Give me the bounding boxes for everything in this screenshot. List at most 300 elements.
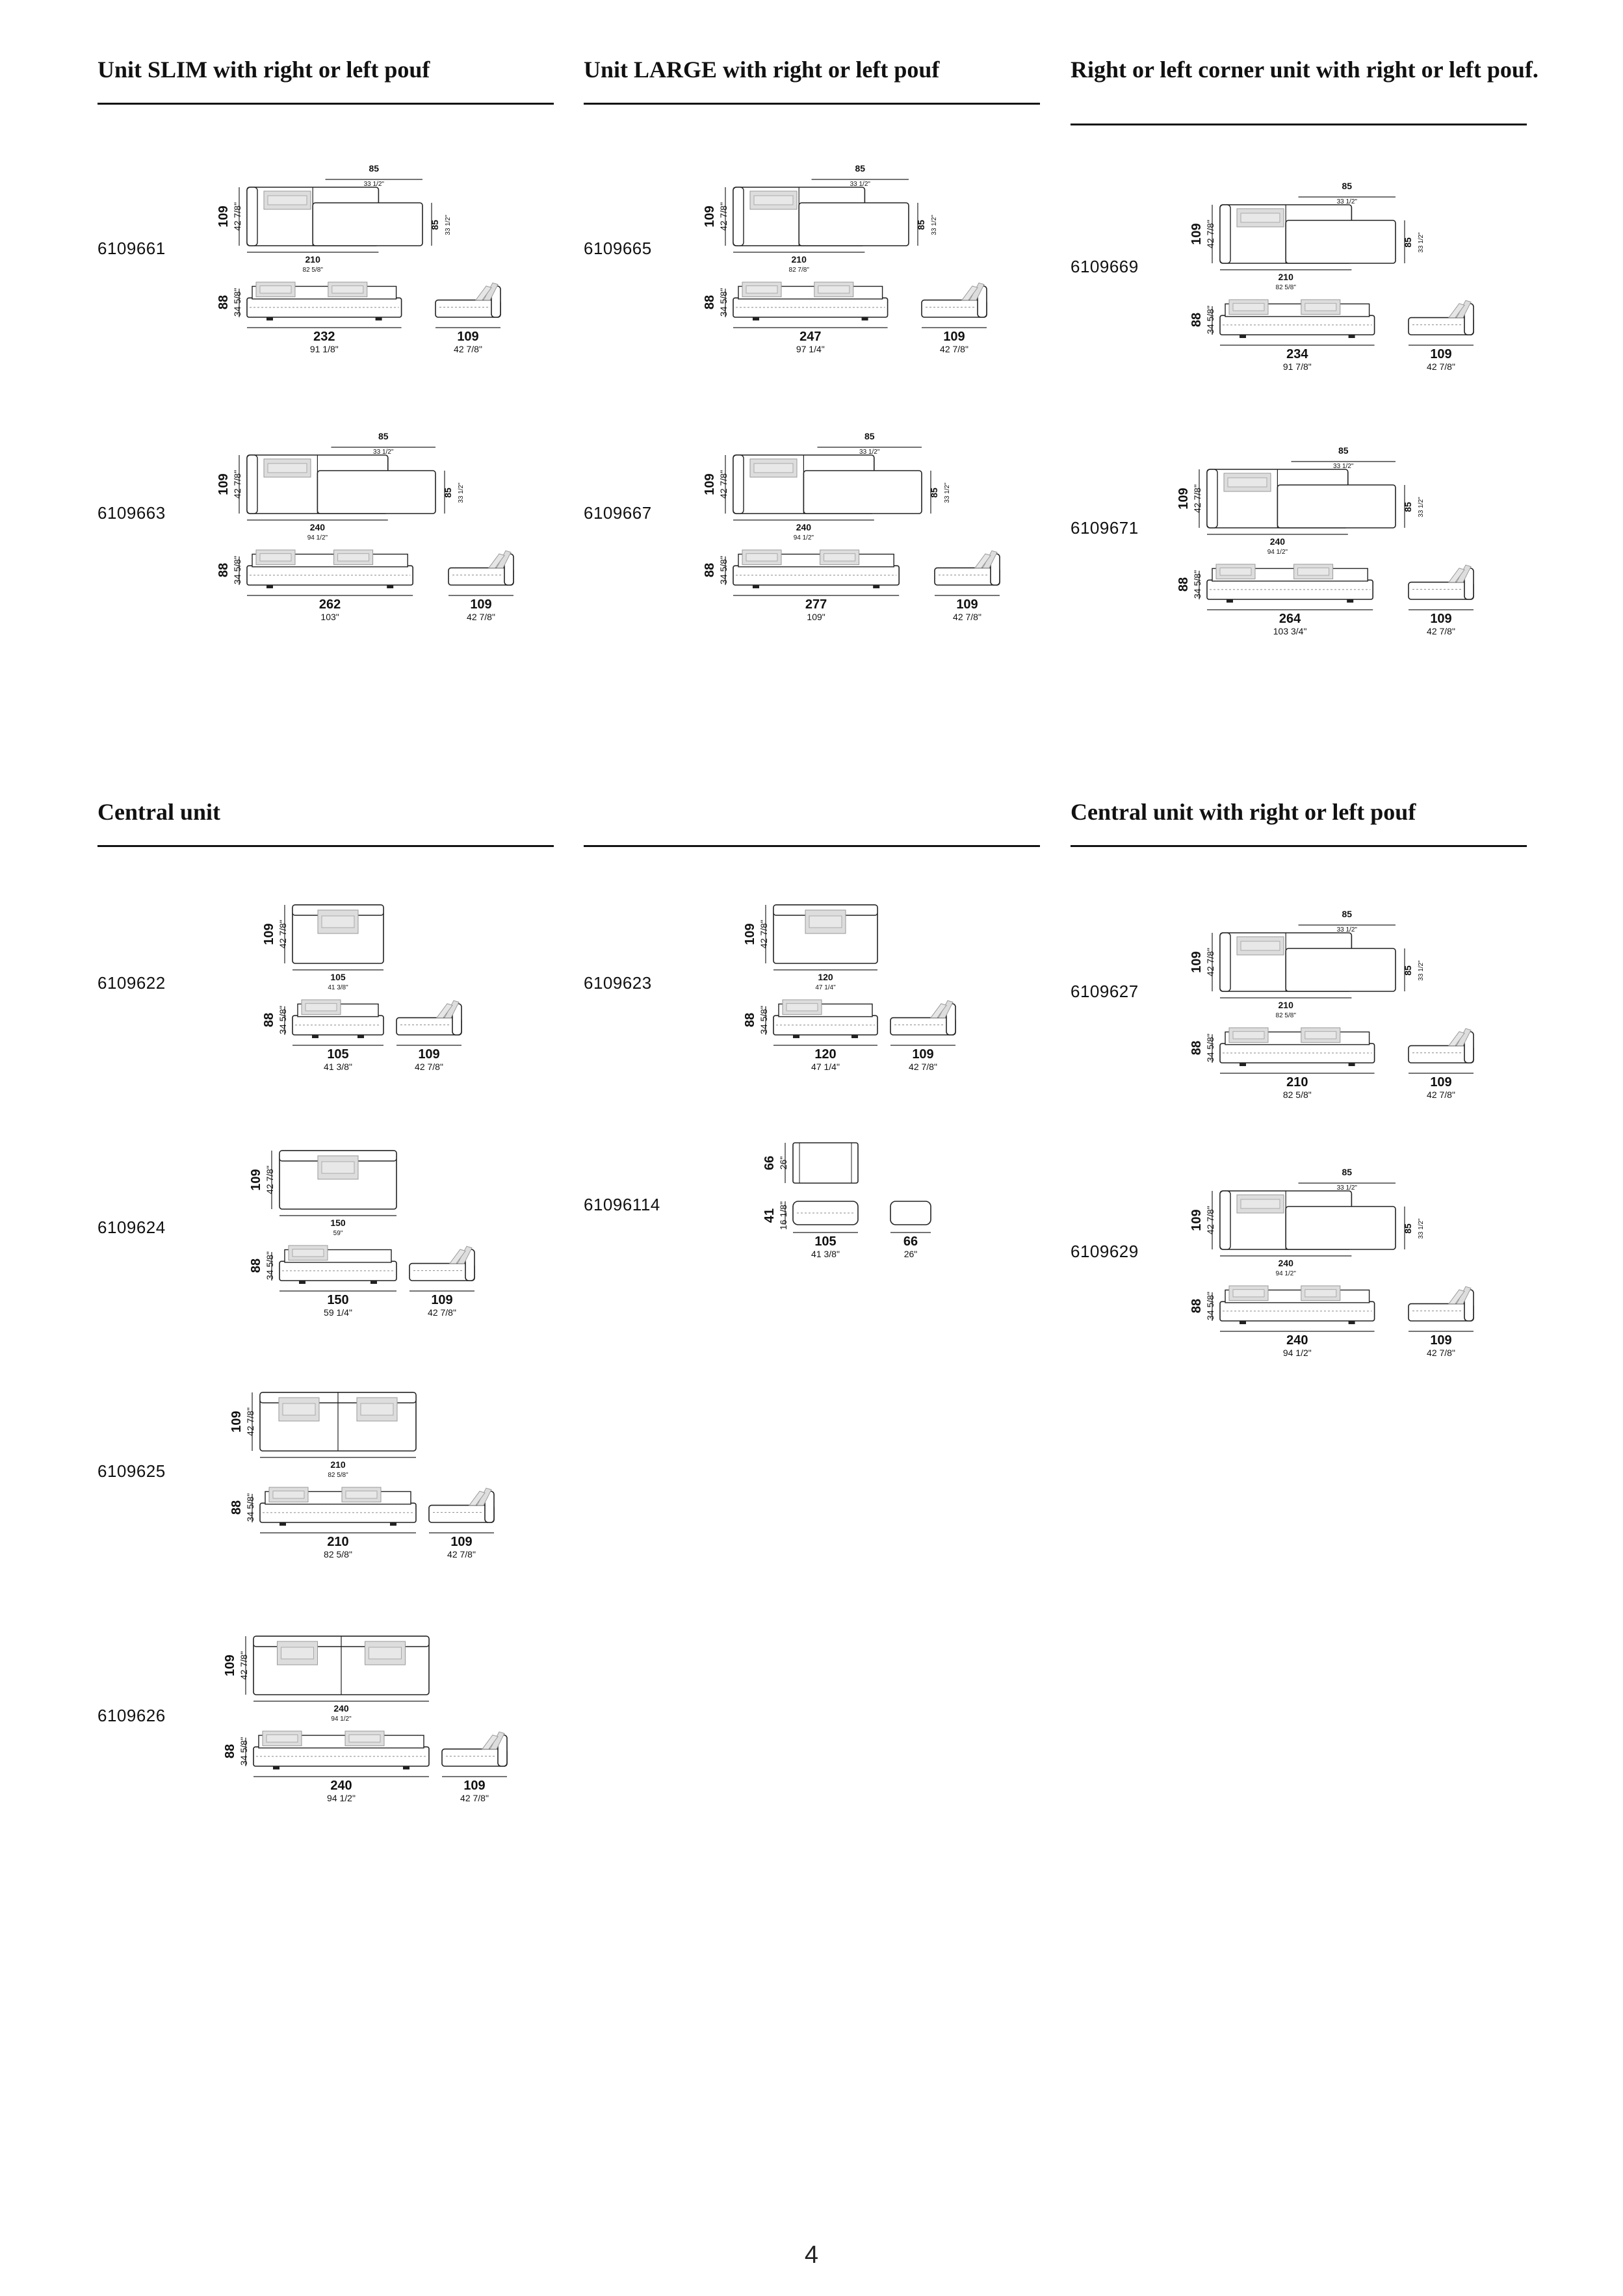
- dimension-label-inch: 94 1/2": [327, 1793, 356, 1803]
- foot-shape: [266, 317, 273, 320]
- dimension-label: 277: [805, 597, 827, 612]
- dimension-label-inch: 94 1/2": [331, 1715, 352, 1723]
- dimension-label-inch: 33 1/2": [1336, 926, 1357, 933]
- dimension-label-inch: 103 3/4": [1273, 626, 1307, 636]
- cushion-shape: [786, 1004, 818, 1011]
- foot-shape: [279, 1522, 286, 1526]
- dimension-label-inch: 33 1/2": [458, 482, 465, 503]
- cushion-shape: [361, 1403, 393, 1415]
- dimension-drawing: [754, 1138, 962, 1277]
- cushion-shape: [260, 554, 291, 561]
- cushion-shape: [809, 916, 842, 928]
- cushion-shape: [322, 916, 354, 928]
- foot-shape: [357, 1035, 364, 1038]
- product-code: 6109627: [1071, 982, 1139, 1001]
- dimension-label: 109: [463, 1779, 486, 1793]
- dimension-label: 109: [262, 923, 276, 945]
- dimension-drawing: [1181, 1158, 1480, 1366]
- foot-shape: [1240, 1321, 1246, 1324]
- dimension-label-inch: 94 1/2": [1275, 1270, 1296, 1277]
- cushion-shape: [322, 1162, 354, 1173]
- dimension-label-inch: 42 7/8": [1427, 626, 1455, 636]
- dimension-label: 105: [814, 1234, 837, 1249]
- dimension-label: 240: [309, 522, 326, 532]
- foot-shape: [390, 1522, 396, 1526]
- dimension-label: 109: [743, 923, 757, 945]
- product-code: 6109629: [1071, 1242, 1139, 1261]
- foot-shape: [862, 317, 868, 320]
- dimension-label: 109: [1430, 1333, 1452, 1348]
- section-title-large: Unit LARGE with right or left pouf: [584, 57, 940, 83]
- foot-shape: [753, 317, 759, 320]
- dimension-label-inch: 42 7/8": [428, 1307, 456, 1318]
- dimension-label: 109: [956, 597, 978, 612]
- product-code: 6109622: [97, 973, 166, 993]
- armrest-shape: [247, 187, 257, 246]
- dimension-label: 85: [430, 220, 440, 230]
- dimension-label: 85: [1403, 502, 1413, 512]
- dimension-label-inch: 94 1/2": [793, 534, 814, 541]
- cushion-shape: [281, 1647, 314, 1659]
- dimension-label-inch: 33 1/2": [1336, 1184, 1357, 1192]
- foot-shape: [299, 1281, 305, 1284]
- foot-shape: [1240, 1063, 1246, 1066]
- cushion-shape: [369, 1647, 402, 1659]
- dimension-label: 109: [457, 330, 479, 344]
- dimension-label: 88: [229, 1500, 244, 1515]
- dimension-label-inch: 82 7/8": [788, 267, 809, 274]
- dimension-label: 210: [305, 254, 320, 265]
- dimension-label: 88: [703, 562, 717, 578]
- dimension-label: 109: [1430, 612, 1452, 626]
- product-code: 6109665: [584, 239, 652, 258]
- armrest-shape: [1220, 1191, 1230, 1249]
- dimension-label: 109: [1189, 223, 1204, 245]
- dimension-drawing: [214, 1628, 520, 1823]
- dimension-label: 240: [796, 522, 812, 532]
- dimension-label-inch: 42 7/8": [940, 344, 968, 354]
- armrest-shape: [1220, 205, 1230, 263]
- dimension-label-inch: 82 5/8": [1282, 1089, 1312, 1100]
- side-view-shape: [409, 1264, 474, 1281]
- section-title-central: Central unit: [97, 799, 220, 825]
- dimension-label: 109: [229, 1411, 244, 1433]
- side-view-shape: [1409, 1046, 1474, 1063]
- dimension-label-inch: 34 5/8": [718, 556, 729, 584]
- dimension-label: 210: [1278, 272, 1293, 282]
- side-view-shape: [396, 1018, 461, 1035]
- dimension-drawing: [240, 1143, 487, 1338]
- dimension-label-inch: 34 5/8": [1192, 570, 1202, 599]
- dimension-label-inch: 33 1/2": [850, 181, 870, 188]
- cushion-shape: [824, 554, 855, 561]
- armrest-shape: [1207, 469, 1217, 528]
- dimension-label-inch: 33 1/2": [931, 215, 938, 235]
- divider: [1071, 124, 1527, 125]
- side-view-shape: [1409, 1304, 1474, 1321]
- dimension-label: 88: [703, 294, 717, 310]
- dimension-label: 88: [1189, 1040, 1204, 1056]
- dimension-label: 85: [916, 220, 926, 230]
- dimension-label-inch: 91 1/8": [309, 344, 339, 354]
- pouf-plan-shape: [317, 471, 435, 514]
- dimension-label-inch: 34 5/8": [232, 288, 242, 317]
- cushion-shape: [268, 463, 307, 473]
- foot-shape: [1240, 335, 1246, 338]
- dimension-label-inch: 42 7/8": [953, 612, 981, 622]
- section-title-corner: Right or left corner unit with right or left pouf.: [1071, 57, 1539, 83]
- pouf-plan-shape: [1277, 485, 1396, 528]
- foot-shape: [266, 585, 273, 588]
- dimension-label-inch: 47 1/4": [815, 984, 836, 991]
- foot-shape: [1347, 599, 1353, 603]
- dimension-label: 232: [313, 330, 335, 344]
- foot-shape: [753, 585, 759, 588]
- dimension-drawing: [694, 423, 1006, 640]
- dimension-drawing: [1181, 900, 1480, 1108]
- cushion-shape: [746, 554, 777, 561]
- dimension-drawing: [1181, 172, 1480, 390]
- dimension-label-inch: 33 1/2": [1418, 232, 1425, 253]
- divider: [584, 103, 1040, 105]
- dimension-label: 85: [443, 488, 453, 498]
- dimension-label-inch: 42 7/8": [718, 470, 729, 499]
- cushion-shape: [260, 286, 291, 293]
- cushion-shape: [1233, 1290, 1264, 1297]
- section-title-central-pouf: Central unit with right or left pouf: [1071, 799, 1416, 825]
- dimension-label: 85: [1342, 181, 1353, 191]
- side-view-shape: [448, 568, 513, 585]
- dimension-label: 109: [1189, 951, 1204, 973]
- dimension-label: 210: [330, 1459, 346, 1470]
- dimension-label: 88: [1176, 577, 1191, 592]
- dimension-label-inch: 42 7/8": [1427, 361, 1455, 372]
- dimension-label-inch: 42 7/8": [718, 202, 729, 231]
- pouf-plan-shape: [313, 203, 422, 246]
- product-code: 6109624: [97, 1218, 166, 1237]
- dimension-label: 240: [1286, 1333, 1308, 1348]
- ottoman-side-shape: [890, 1201, 931, 1225]
- cushion-shape: [818, 286, 850, 293]
- dimension-label: 109: [1430, 347, 1452, 361]
- dimension-label-inch: 33 1/2": [445, 215, 452, 235]
- dimension-label-inch: 34 5/8": [239, 1737, 249, 1766]
- dimension-label: 66: [762, 1155, 777, 1171]
- armrest-shape: [1220, 933, 1230, 991]
- cushion-shape: [349, 1735, 380, 1742]
- pouf-plan-shape: [1286, 220, 1396, 263]
- dimension-label: 210: [1278, 1000, 1293, 1010]
- dimension-label-inch: 42 7/8": [415, 1062, 443, 1072]
- section-title-slim: Unit SLIM with right or left pouf: [97, 57, 430, 83]
- dimension-label: 85: [1342, 1167, 1353, 1177]
- side-view-shape: [442, 1749, 507, 1766]
- dimension-label: 150: [327, 1293, 349, 1307]
- dimension-label-inch: 34 5/8": [759, 1006, 769, 1034]
- dimension-drawing: [208, 423, 520, 640]
- cushion-shape: [305, 1004, 337, 1011]
- foot-shape: [370, 1281, 377, 1284]
- product-code: 6109663: [97, 503, 166, 523]
- dimension-label-inch: 34 5/8": [265, 1251, 275, 1280]
- cushion-shape: [1241, 1199, 1280, 1208]
- dimension-label-inch: 33 1/2": [1336, 198, 1357, 205]
- dimension-label: 88: [1189, 312, 1204, 328]
- armrest-shape: [733, 187, 744, 246]
- pouf-plan-shape: [799, 203, 909, 246]
- foot-shape: [1349, 1063, 1355, 1066]
- dimension-label: 88: [249, 1258, 263, 1273]
- dimension-label: 247: [799, 330, 822, 344]
- dimension-label-inch: 42 7/8": [1205, 948, 1215, 976]
- side-view-shape: [935, 568, 1000, 585]
- dimension-label: 109: [943, 330, 965, 344]
- dimension-label-inch: 26": [778, 1156, 788, 1170]
- dimension-label: 240: [1269, 536, 1286, 547]
- side-view-shape: [890, 1018, 955, 1035]
- pouf-plan-shape: [1286, 1207, 1396, 1249]
- dimension-label-inch: 42 7/8": [1205, 220, 1215, 248]
- dimension-label-inch: 94 1/2": [307, 534, 328, 541]
- dimension-label-inch: 42 7/8": [1192, 484, 1202, 513]
- dimension-label: 85: [1403, 237, 1413, 248]
- pouf-plan-shape: [803, 471, 922, 514]
- dimension-label: 109: [912, 1047, 934, 1062]
- dimension-label-inch: 42 7/8": [1427, 1348, 1455, 1358]
- dimension-drawing: [208, 155, 507, 372]
- dimension-label: 105: [327, 1047, 349, 1062]
- dimension-label-inch: 82 5/8": [1275, 1012, 1296, 1019]
- dimension-label-inch: 82 5/8": [1275, 284, 1296, 291]
- dimension-label-inch: 82 5/8": [302, 267, 323, 274]
- cushion-shape: [283, 1403, 315, 1415]
- cushion-shape: [1241, 213, 1280, 222]
- dimension-label-inch: 34 5/8": [232, 556, 242, 584]
- dimension-label: 109: [216, 205, 231, 228]
- dimension-label-inch: 33 1/2": [1418, 960, 1425, 981]
- dimension-label: 120: [814, 1047, 837, 1062]
- dimension-label-inch: 42 7/8": [245, 1407, 255, 1436]
- dimension-label-inch: 42 7/8": [909, 1062, 937, 1072]
- dimension-label-inch: 33 1/2": [1418, 497, 1425, 517]
- dimension-label-inch: 94 1/2": [1282, 1348, 1312, 1358]
- dimension-label-inch: 33 1/2": [373, 449, 394, 456]
- product-code: 61096114: [584, 1195, 660, 1214]
- dimension-label-inch: 33 1/2": [859, 449, 880, 456]
- dimension-label-inch: 94 1/2": [1267, 549, 1288, 556]
- dimension-label-inch: 47 1/4": [811, 1062, 840, 1072]
- cushion-shape: [268, 196, 307, 205]
- dimension-label-inch: 41 3/8": [328, 984, 348, 991]
- foot-shape: [851, 1035, 858, 1038]
- dimension-label-inch: 42 7/8": [460, 1793, 489, 1803]
- dimension-label: 109: [431, 1293, 453, 1307]
- foot-shape: [873, 585, 879, 588]
- dimension-label: 85: [855, 163, 866, 174]
- side-view-shape: [1409, 582, 1474, 599]
- cushion-shape: [1220, 568, 1251, 575]
- dimension-label: 109: [450, 1535, 473, 1549]
- dimension-label: 66: [903, 1234, 918, 1249]
- dimension-label-inch: 82 5/8": [328, 1472, 348, 1479]
- dimension-label-inch: 42 7/8": [759, 920, 769, 948]
- side-view-shape: [429, 1506, 494, 1522]
- dimension-label: 88: [216, 294, 231, 310]
- product-code: 6109623: [584, 973, 652, 993]
- side-view-shape: [922, 300, 987, 317]
- dimension-label: 85: [1403, 965, 1413, 976]
- dimension-label-inch: 42 7/8": [447, 1549, 476, 1559]
- cushion-shape: [754, 196, 793, 205]
- dimension-label: 109: [1189, 1209, 1204, 1231]
- dimension-label: 234: [1286, 347, 1308, 361]
- dimension-label: 85: [378, 431, 389, 441]
- dimension-label: 109: [1176, 488, 1191, 510]
- dimension-label-inch: 42 7/8": [232, 470, 242, 499]
- foot-shape: [273, 1766, 279, 1769]
- dimension-label-inch: 42 7/8": [1427, 1089, 1455, 1100]
- armrest-shape: [733, 455, 744, 514]
- dimension-label-inch: 42 7/8": [454, 344, 482, 354]
- dimension-label-inch: 42 7/8": [265, 1166, 275, 1194]
- dimension-label: 210: [1286, 1075, 1308, 1089]
- foot-shape: [312, 1035, 318, 1038]
- dimension-label-inch: 16 1/8": [778, 1201, 788, 1230]
- cushion-shape: [1305, 1032, 1336, 1039]
- dimension-label: 85: [929, 488, 939, 498]
- dimension-label-inch: 34 5/8": [718, 288, 729, 317]
- dimension-label: 210: [791, 254, 807, 265]
- dimension-drawing: [734, 897, 968, 1092]
- ottoman-plan-shape: [793, 1143, 858, 1183]
- cushion-shape: [273, 1491, 304, 1498]
- dimension-label-inch: 59 1/4": [324, 1307, 352, 1318]
- dimension-label-inch: 33 1/2": [363, 181, 384, 188]
- product-code: 6109625: [97, 1461, 166, 1481]
- dimension-label-inch: 109": [807, 612, 825, 622]
- pouf-plan-shape: [1286, 948, 1396, 991]
- dimension-label-inch: 97 1/4": [796, 344, 825, 354]
- dimension-label: 109: [216, 473, 231, 495]
- dimension-label-inch: 34 5/8": [1205, 1034, 1215, 1062]
- dimension-label-inch: 34 5/8": [1205, 1292, 1215, 1320]
- dimension-label: 240: [330, 1779, 352, 1793]
- dimension-label-inch: 82 5/8": [324, 1549, 352, 1559]
- cushion-shape: [266, 1735, 298, 1742]
- dimension-label: 240: [333, 1703, 349, 1714]
- dimension-label: 88: [216, 562, 231, 578]
- dimension-label: 85: [1338, 445, 1349, 456]
- divider: [1071, 845, 1527, 847]
- cushion-shape: [1241, 941, 1280, 950]
- dimension-label-inch: 59": [333, 1230, 343, 1237]
- foot-shape: [793, 1035, 799, 1038]
- dimension-label-inch: 41 3/8": [811, 1249, 840, 1259]
- dimension-label: 88: [743, 1012, 757, 1028]
- dimension-label: 264: [1279, 612, 1301, 626]
- foot-shape: [1227, 599, 1233, 603]
- divider: [97, 845, 554, 847]
- dimension-label: 240: [1278, 1258, 1293, 1268]
- cushion-shape: [1305, 304, 1336, 311]
- armrest-shape: [247, 455, 257, 514]
- dimension-label: 150: [330, 1218, 346, 1228]
- product-code: 6109626: [97, 1706, 166, 1725]
- dimension-label: 41: [762, 1208, 777, 1223]
- dimension-label: 85: [1342, 909, 1353, 919]
- product-code: 6109671: [1071, 518, 1139, 538]
- product-code: 6109661: [97, 239, 166, 258]
- dimension-label: 88: [223, 1743, 237, 1759]
- dimension-drawing: [1168, 437, 1480, 655]
- dimension-label-inch: 33 1/2": [944, 482, 951, 503]
- dimension-label: 109: [470, 597, 492, 612]
- cushion-shape: [1233, 304, 1264, 311]
- dimension-label: 85: [1403, 1223, 1413, 1234]
- dimension-label: 109: [703, 205, 717, 228]
- foot-shape: [403, 1766, 409, 1769]
- dimension-label: 109: [249, 1169, 263, 1191]
- dimension-label-inch: 34 5/8": [278, 1006, 288, 1034]
- cushion-shape: [332, 286, 363, 293]
- dimension-label-inch: 91 7/8": [1282, 361, 1312, 372]
- dimension-label-inch: 42 7/8": [278, 920, 288, 948]
- divider: [97, 103, 554, 105]
- dimension-label-inch: 42 7/8": [232, 202, 242, 231]
- dimension-label-inch: 33 1/2": [1418, 1218, 1425, 1239]
- dimension-drawing: [253, 897, 474, 1092]
- cushion-shape: [292, 1249, 324, 1257]
- foot-shape: [376, 317, 382, 320]
- foot-shape: [1349, 1321, 1355, 1324]
- dimension-label: 105: [330, 972, 346, 982]
- cushion-shape: [1305, 1290, 1336, 1297]
- dimension-label: 109: [1430, 1075, 1452, 1089]
- cushion-shape: [346, 1491, 377, 1498]
- cushion-shape: [1228, 478, 1267, 487]
- dimension-label: 262: [318, 597, 341, 612]
- side-view-shape: [435, 300, 500, 317]
- cushion-shape: [1233, 1032, 1264, 1039]
- product-code: 6109667: [584, 503, 652, 523]
- product-code: 6109669: [1071, 257, 1139, 276]
- dimension-label-inch: 34 5/8": [245, 1493, 255, 1522]
- dimension-label: 88: [262, 1012, 276, 1028]
- dimension-label: 85: [864, 431, 875, 441]
- page-number: 4: [804, 2241, 819, 2269]
- cushion-shape: [754, 463, 793, 473]
- dimension-label-inch: 42 7/8": [467, 612, 495, 622]
- dimension-label-inch: 26": [903, 1249, 918, 1259]
- dimension-label: 88: [1189, 1298, 1204, 1314]
- foot-shape: [1349, 335, 1355, 338]
- dimension-label-inch: 34 5/8": [1205, 306, 1215, 334]
- dimension-label: 210: [327, 1535, 349, 1549]
- foot-shape: [387, 585, 393, 588]
- dimension-label-inch: 33 1/2": [1333, 463, 1354, 470]
- cushion-shape: [746, 286, 777, 293]
- dimension-label-inch: 103": [320, 612, 339, 622]
- side-view-shape: [1409, 318, 1474, 335]
- dimension-drawing: [694, 155, 993, 372]
- dimension-label: 109: [418, 1047, 440, 1062]
- dimension-label: 109: [223, 1654, 237, 1676]
- dimension-label: 85: [369, 163, 380, 174]
- dimension-drawing: [221, 1385, 507, 1580]
- divider: [584, 845, 1040, 847]
- dimension-label: 109: [703, 473, 717, 495]
- cushion-shape: [1298, 568, 1329, 575]
